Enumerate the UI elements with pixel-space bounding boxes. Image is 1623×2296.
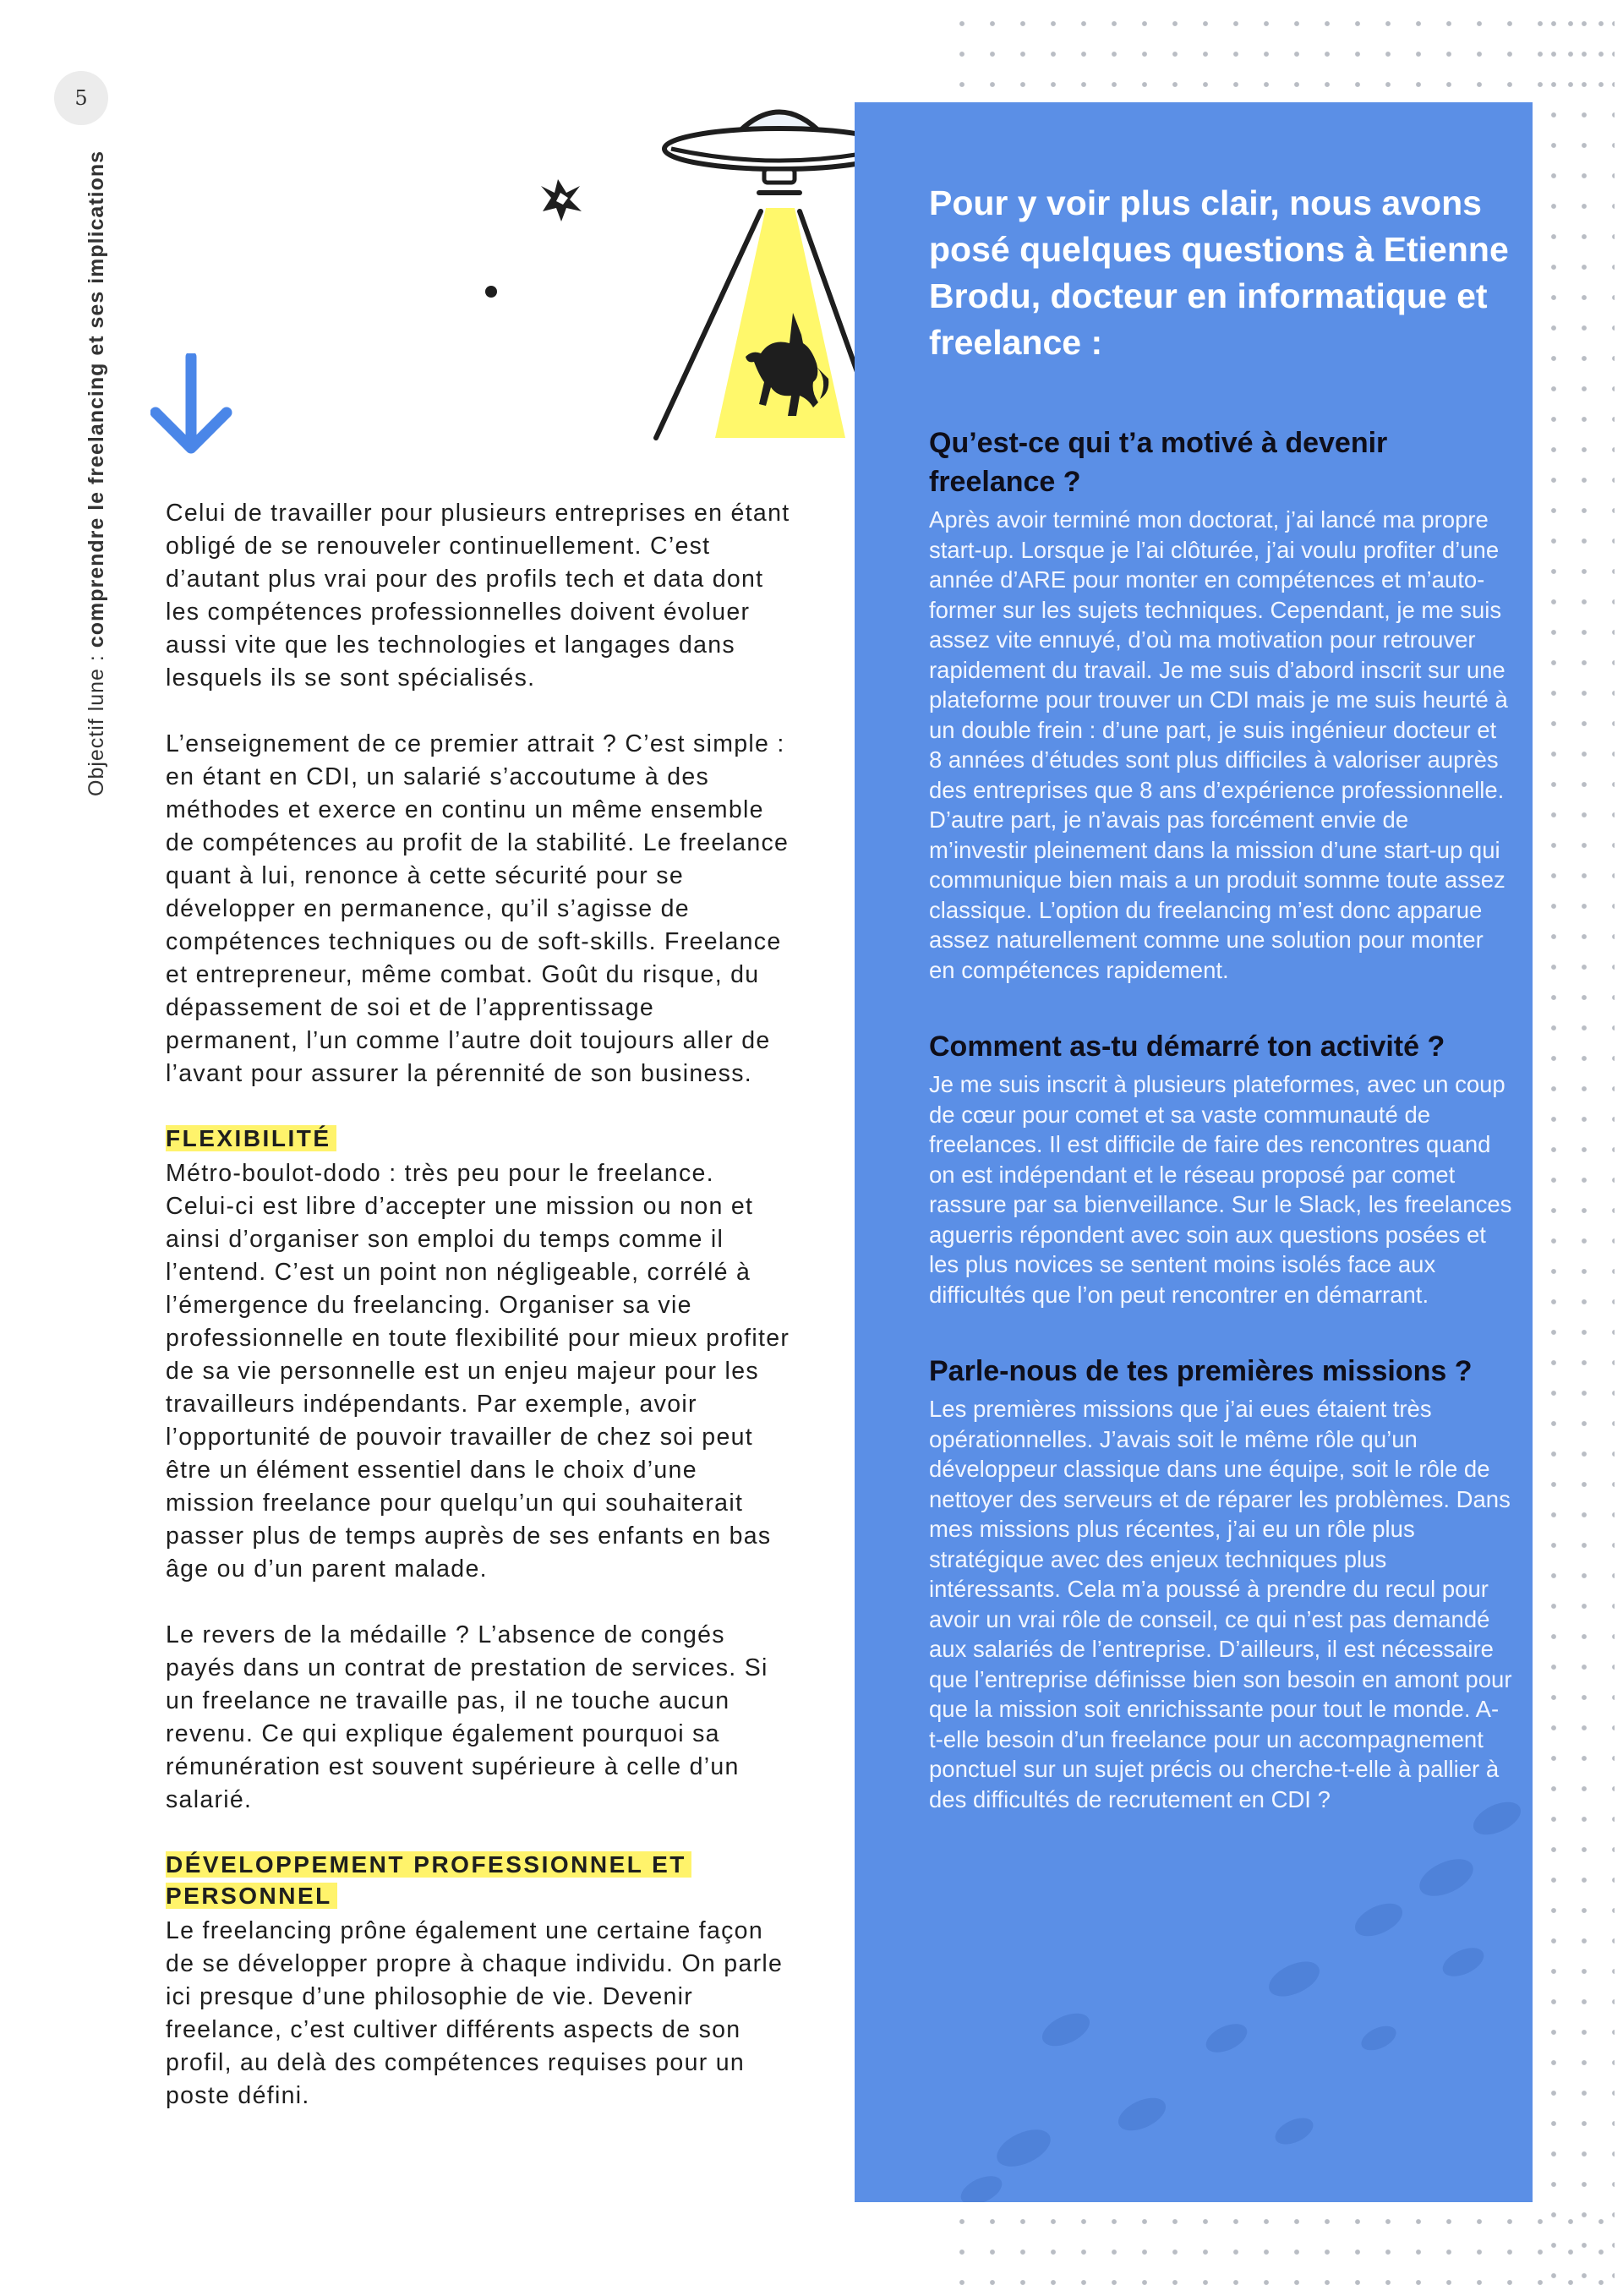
qa-block — [929, 1352, 1512, 1814]
running-header-title: comprendre le freelancing et ses implications — [85, 150, 108, 648]
interview-question: Comment as-tu démarré ton activité ? — [929, 1030, 1445, 1063]
running-header — [85, 150, 109, 796]
section-paragraph: Métro-boulot-dodo : très peu pour le freelance. Celui-ci est libre d’accepter une mission ou non et ainsi d’organiser son emploi du temps comme il l’entend. C’est un point non négligeable, corrélé à l’émergence du freelancing. Organiser sa vie professionnelle en toute flexibilité pour mieux profiter de sa vie personnelle est un enjeu majeur pour les travailleurs indépendants. Par exemple, avoir l’opportunité de pouvoir travailler de chez soi peut être un élément essentiel dans le choix d’une mission freelance pour quelqu’un qui souhaiterait passer plus de temps auprès de ses enfants en bas âge ou d’un parent malade. — [166, 1160, 790, 1583]
qa-block — [929, 1027, 1512, 1309]
small-dot — [485, 286, 497, 298]
down-arrow-icon — [150, 353, 235, 463]
running-header-prefix: Objectif lune : — [85, 648, 108, 796]
section-title-developpement: DÉVELOPPEMENT PROFESSIONNEL ET PERSONNEL — [166, 1849, 690, 1911]
dot-pattern-top — [947, 8, 1615, 101]
section-paragraph: Le freelancing prône également une certaine façon de se développer propre à chaque individu. On parle ici presque d’une philosophie de vie. Devenir freelance, c’est cultiver différents aspects de son profil, au delà des compétences requises pour un poste défini. — [166, 1917, 784, 2109]
interview-answer: Après avoir terminé mon doctorat, j’ai lancé ma propre start-up. Lorsque je l’ai clôturée, j’ai voulu profiter d’une année d’ARE pour monter en compétences et m’auto-former sur les sujets techniques. Cependant, je me suis assez vite ennuyé, d’où ma motivation pour retrouver rapidement du travail. Je me suis d’abord inscrit sur une plateforme pour trouver un CDI mais je me suis heurté à un double frein : d’une part, je suis ingénieur docteur et 8 années d’études sont plus difficiles à valoriser auprès des entreprises que 8 ans d’expérience professionnelle. D’autre part, je n’avais pas forcément envie de m’investir pleinement dans la mission d’une start-up qui communique bien mais a un produit somme toute assez classique. L’option du freelancing m’est donc apparue assez naturellement comme une solution pour monter en compétences rapidement. — [929, 506, 1508, 983]
page-number: 5 — [54, 71, 108, 125]
intro-paragraph: Celui de travailler pour plusieurs entreprises en étant obligé de se renouveler continuellement. C’est d’autant plus vrai pour des profils tech et data dont les compétences professionnelles doivent évoluer aussi vite que les technologies et langages dans lesquels ils se sont spécialisés. — [166, 500, 790, 692]
interview-content — [929, 180, 1512, 1856]
interview-intro: Pour y voir plus clair, nous avons posé quelques questions à Etienne Brodu, docteur en informatique et freelance : — [929, 183, 1509, 362]
sparkle-star-icon — [541, 179, 582, 221]
section-title-flexibilite: FLEXIBILITÉ — [166, 1123, 791, 1154]
interview-question: Qu’est-ce qui t’a motivé à devenir freelance ? — [929, 427, 1388, 498]
left-column — [166, 497, 791, 2113]
ufo-illustration — [473, 85, 896, 465]
section-paragraph: Le revers de la médaille ? L’absence de congés payés dans un contrat de prestation de services. Si un freelance ne travaille pas, il ne touche aucun revenu. Ce qui explique également pourquoi sa rémunération est souvent supérieure à celle d’un salarié. — [166, 1621, 768, 1813]
qa-block — [929, 424, 1512, 985]
tractor-beam — [715, 208, 845, 438]
intro-paragraph: L’enseignement de ce premier attrait ? C’est simple : en étant en CDI, un salarié s’accoutume à des méthodes et exerce en continu un même ensemble de compétences au profit de la stabilité. Le freelance quant à lui, renonce à cette sécurité pour se développer en permanence, qu’il s’agisse de compétences techniques ou de soft-skills. Freelance et entrepreneur, même combat. Goût du risque, du dépassement de soi et de l’apprentissage permanent, l’un comme l’autre doit toujours aller de l’avant pour assurer la pérennité de son business. — [166, 730, 790, 1087]
interview-answer: Je me suis inscrit à plusieurs plateformes, avec un coup de cœur pour comet et sa vaste communauté de freelances. Il est difficile de faire des rencontres quand on est indépendant et le réseau proposé par comet rassure par sa bienveillance. Sur le Slack, les freelances aguerris répondent avec soin aux questions posées et les plus novices se sentent moins isolés face aux difficultés que l’on peut rencontrer en démarrant. — [929, 1071, 1512, 1308]
dot-pattern-bottom — [947, 2206, 1615, 2291]
interview-panel — [855, 102, 1533, 2202]
interview-answer: Les premières missions que j’ai eues étaient très opérationnelles. J’avais soit le même rôle qu’un développeur classique dans une équipe, soit le rôle de nettoyer des serveurs et de réparer les problèmes. Dans mes missions plus récentes, j’ai eu un rôle plus stratégique avec des enjeux techniques plus intéressants. Cela m’a poussé à prendre du recul pour avoir un vrai rôle de conseil, ce qui n’est pas demandé aux salariés de l’entreprise. D’ailleurs, il est nécessaire que l’entreprise définisse bien son besoin en amont pour que la mission soit enrichissante pour tout le monde. A-t-elle besoin d’un freelance pour un accompagnement ponctuel sur un sujet précis ou cherche-t-elle à pallier à des difficultés de recrutement en CDI ? — [929, 1396, 1512, 1812]
interview-question: Parle-nous de tes premières missions ? — [929, 1355, 1473, 1387]
dot-pattern-right — [1538, 8, 1615, 2282]
